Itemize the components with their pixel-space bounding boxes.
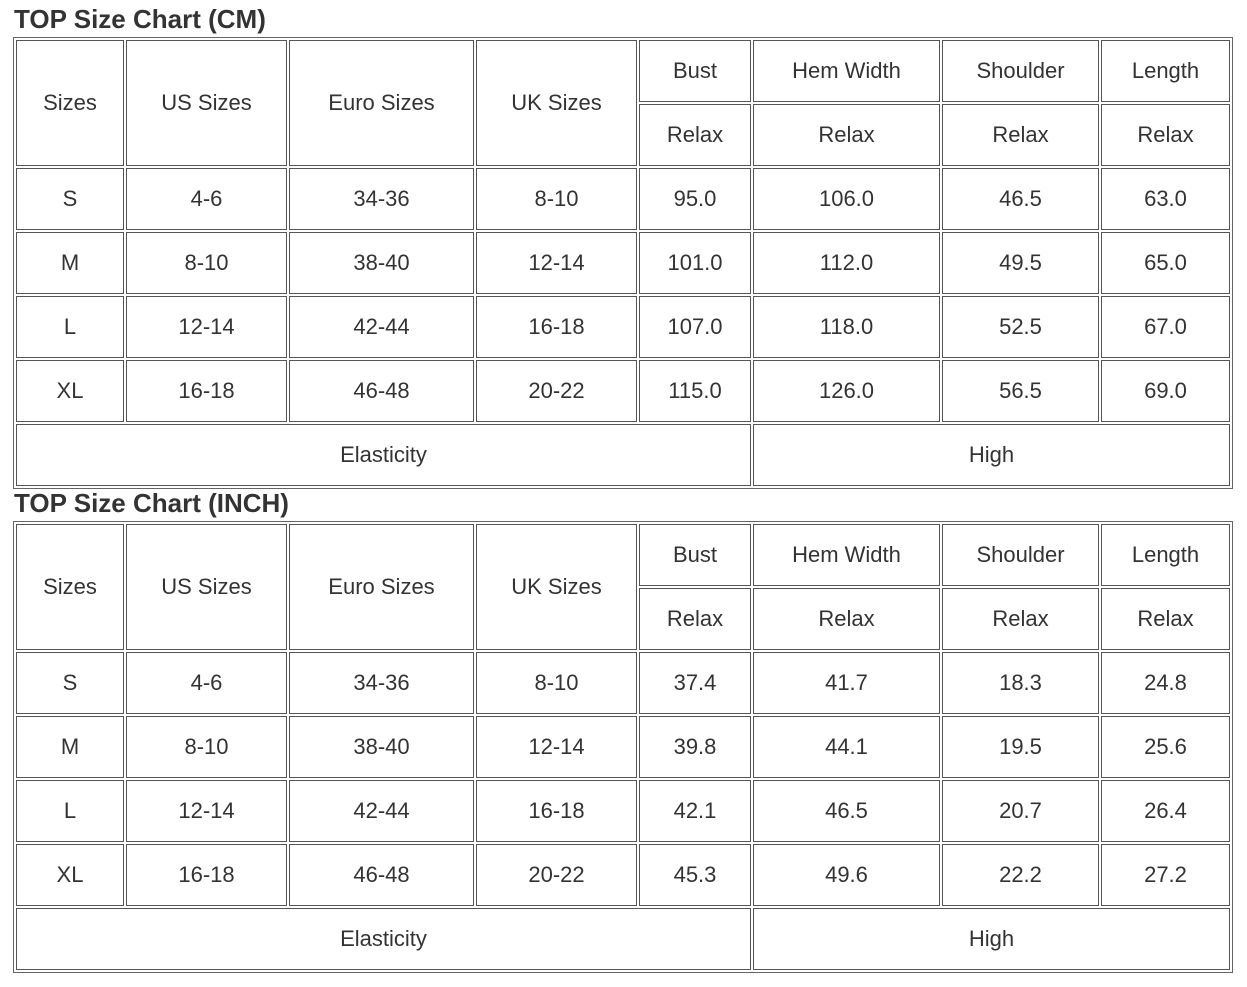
cell-hem-width: 106.0 [753,168,940,230]
size-table-cm [13,37,1233,489]
header-us-sizes: US Sizes [126,40,287,166]
cell-shoulder: 56.5 [942,360,1099,422]
cell-bust: 115.0 [639,360,751,422]
elasticity-row [16,908,1230,970]
cell-us-size: 12-14 [126,780,287,842]
cell-size: XL [16,360,124,422]
subheader-hem-relax: Relax [753,588,940,650]
subheader-length-relax: Relax [1101,104,1230,166]
subheader-bust-relax: Relax [639,104,751,166]
table-row [16,780,1230,842]
cell-bust: 107.0 [639,296,751,358]
table-row [16,716,1230,778]
cell-uk-size: 16-18 [476,780,637,842]
size-table-inch [13,521,1233,973]
header-euro-sizes: Euro Sizes [289,40,474,166]
cell-uk-size: 12-14 [476,716,637,778]
cell-shoulder: 49.5 [942,232,1099,294]
subheader-hem-relax: Relax [753,104,940,166]
cell-bust: 42.1 [639,780,751,842]
cell-length: 67.0 [1101,296,1230,358]
cell-size: S [16,652,124,714]
cell-hem-width: 118.0 [753,296,940,358]
cell-us-size: 16-18 [126,360,287,422]
header-uk-sizes: UK Sizes [476,524,637,650]
header-shoulder: Shoulder [942,40,1099,102]
cell-bust: 95.0 [639,168,751,230]
cell-size: S [16,168,124,230]
cell-uk-size: 12-14 [476,232,637,294]
header-bust: Bust [639,524,751,586]
elasticity-label: Elasticity [16,908,751,970]
table-row [16,652,1230,714]
cell-euro-size: 42-44 [289,780,474,842]
cell-length: 24.8 [1101,652,1230,714]
cell-euro-size: 46-48 [289,360,474,422]
table-row [16,232,1230,294]
chart-title-inch: TOP Size Chart (INCH) [14,488,289,518]
cell-size: M [16,716,124,778]
elasticity-value: High [753,424,1230,486]
cell-length: 25.6 [1101,716,1230,778]
cell-length: 26.4 [1101,780,1230,842]
cell-shoulder: 19.5 [942,716,1099,778]
cell-shoulder: 18.3 [942,652,1099,714]
cell-us-size: 4-6 [126,168,287,230]
cell-euro-size: 38-40 [289,232,474,294]
cell-us-size: 12-14 [126,296,287,358]
cell-euro-size: 38-40 [289,716,474,778]
header-hem-width: Hem Width [753,524,940,586]
cell-length: 63.0 [1101,168,1230,230]
cell-bust: 101.0 [639,232,751,294]
cell-uk-size: 16-18 [476,296,637,358]
cell-uk-size: 20-22 [476,360,637,422]
subheader-length-relax: Relax [1101,588,1230,650]
cell-shoulder: 20.7 [942,780,1099,842]
cell-euro-size: 46-48 [289,844,474,906]
cell-length: 65.0 [1101,232,1230,294]
header-sizes: Sizes [16,40,124,166]
header-row [16,40,1230,102]
cell-size: L [16,780,124,842]
chart-title-cm: TOP Size Chart (CM) [14,4,266,34]
cell-bust: 39.8 [639,716,751,778]
header-shoulder: Shoulder [942,524,1099,586]
header-hem-width: Hem Width [753,40,940,102]
cell-us-size: 8-10 [126,716,287,778]
cell-hem-width: 46.5 [753,780,940,842]
cell-length: 27.2 [1101,844,1230,906]
cell-hem-width: 126.0 [753,360,940,422]
elasticity-value: High [753,908,1230,970]
cell-shoulder: 46.5 [942,168,1099,230]
header-uk-sizes: UK Sizes [476,40,637,166]
header-length: Length [1101,40,1230,102]
elasticity-row [16,424,1230,486]
cell-euro-size: 42-44 [289,296,474,358]
table-row [16,296,1230,358]
table-row [16,168,1230,230]
cell-bust: 45.3 [639,844,751,906]
cell-uk-size: 8-10 [476,652,637,714]
header-length: Length [1101,524,1230,586]
cell-euro-size: 34-36 [289,168,474,230]
header-bust: Bust [639,40,751,102]
subheader-shoulder-relax: Relax [942,104,1099,166]
subheader-bust-relax: Relax [639,588,751,650]
cell-us-size: 8-10 [126,232,287,294]
table-row [16,844,1230,906]
cell-length: 69.0 [1101,360,1230,422]
cell-bust: 37.4 [639,652,751,714]
cell-hem-width: 112.0 [753,232,940,294]
cell-size: XL [16,844,124,906]
cell-size: L [16,296,124,358]
table-row [16,360,1230,422]
header-euro-sizes: Euro Sizes [289,524,474,650]
cell-uk-size: 8-10 [476,168,637,230]
cell-hem-width: 41.7 [753,652,940,714]
header-us-sizes: US Sizes [126,524,287,650]
header-row [16,524,1230,586]
subheader-shoulder-relax: Relax [942,588,1099,650]
cell-uk-size: 20-22 [476,844,637,906]
cell-us-size: 16-18 [126,844,287,906]
cell-shoulder: 22.2 [942,844,1099,906]
header-sizes: Sizes [16,524,124,650]
cell-shoulder: 52.5 [942,296,1099,358]
cell-euro-size: 34-36 [289,652,474,714]
cell-hem-width: 44.1 [753,716,940,778]
cell-hem-width: 49.6 [753,844,940,906]
elasticity-label: Elasticity [16,424,751,486]
cell-size: M [16,232,124,294]
cell-us-size: 4-6 [126,652,287,714]
